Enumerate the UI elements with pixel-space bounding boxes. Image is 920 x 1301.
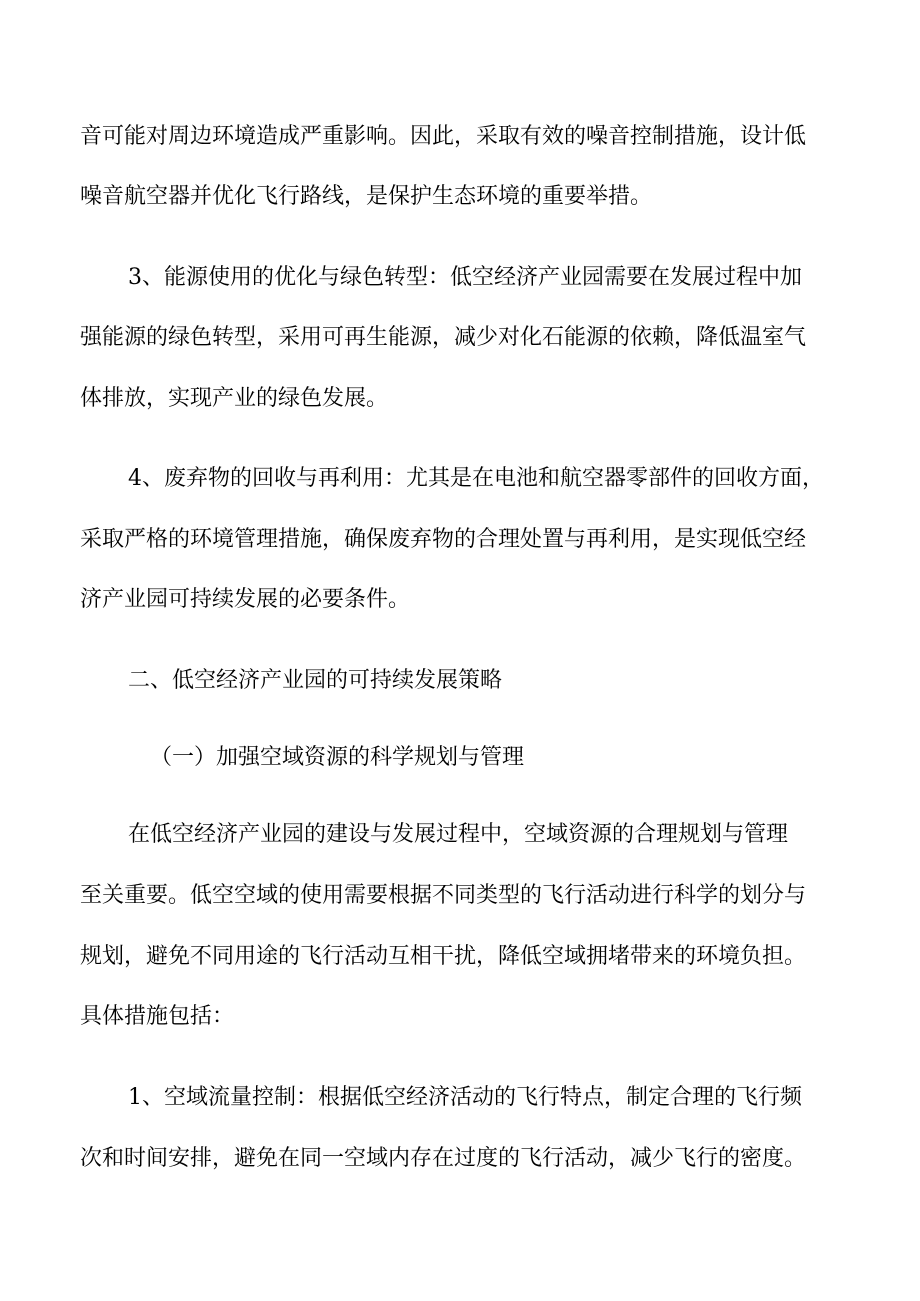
paragraph-line: 至关重要。低空空域的使用需要根据不同类型的飞行活动进行科学的划分与 — [80, 883, 807, 908]
paragraph-line: 3、能源使用的优化与绿色转型：低空经济产业园需要在发展过程中加 — [128, 265, 802, 290]
subsection-heading: （一）加强空域资源的科学规划与管理 — [150, 745, 525, 770]
paragraph-line: 具体措施包括： — [80, 1004, 235, 1029]
paragraph-line: 4、废弃物的回收与再利用：尤其是在电池和航空器零部件的回收方面， — [128, 466, 824, 491]
paragraph-line: 强能源的绿色转型，采用可再生能源，减少对化石能源的依赖，降低温室气 — [80, 325, 807, 350]
paragraph-line: 采取严格的环境管理措施，确保废弃物的合理处置与再利用，是实现低空经 — [80, 527, 807, 552]
paragraph-line: 在低空经济产业园的建设与发展过程中，空域资源的合理规划与管理 — [128, 822, 789, 847]
paragraph-line: 体排放，实现产业的绿色发展。 — [80, 386, 389, 411]
paragraph-line: 规划，避免不同用途的飞行活动互相干扰，降低空域拥堵带来的环境负担。 — [80, 944, 807, 969]
section-heading: 二、低空经济产业园的可持续发展策略 — [128, 668, 503, 693]
paragraph-line: 音可能对周边环境造成严重影响。因此，采取有效的噪音控制措施，设计低 — [80, 124, 807, 149]
paragraph-line: 次和时间安排，避免在同一空域内存在过度的飞行活动，减少飞行的密度。 — [80, 1146, 807, 1171]
paragraph-line: 噪音航空器并优化飞行路线，是保护生态环境的重要举措。 — [80, 184, 653, 209]
paragraph-line: 1、空域流量控制：根据低空经济活动的飞行特点，制定合理的飞行频 — [128, 1085, 802, 1110]
paragraph-line: 济产业园可持续发展的必要条件。 — [80, 587, 411, 612]
